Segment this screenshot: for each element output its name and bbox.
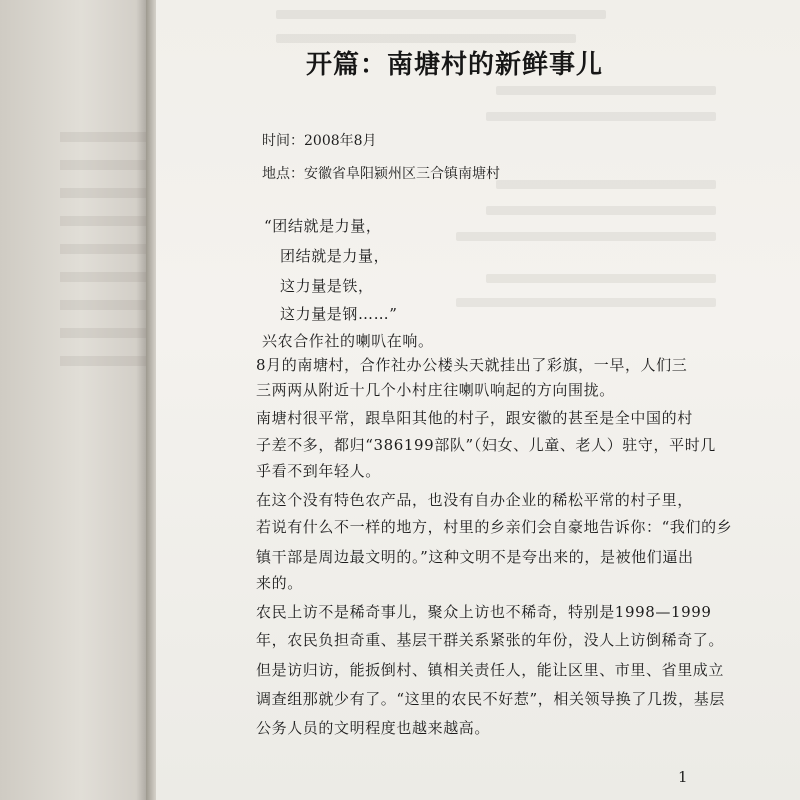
poem-line: 这力量是钢……” (280, 305, 398, 323)
paragraph-line: 农民上访不是稀奇事儿，聚众上访也不稀奇，特别是1998—1999 (256, 603, 712, 621)
bleed-through-text (486, 112, 716, 121)
bleed-through-text (456, 298, 716, 307)
bleed-through-text (60, 272, 148, 282)
right-page (156, 0, 800, 800)
bleed-through-text (496, 180, 716, 189)
paragraph-line: 兴农合作社的喇叭在响。 (262, 332, 434, 350)
poem-line: 团结就是力量， (280, 247, 390, 265)
paragraph-line: 子差不多，都归“386199部队”（妇女、儿童、老人）驻守，平时几 (256, 436, 716, 454)
left-page (0, 0, 148, 800)
bleed-through-text (60, 216, 148, 226)
poem-line: “团结就是力量， (264, 217, 382, 235)
bleed-through-text (60, 160, 148, 170)
page-number: 1 (678, 768, 688, 786)
time-line: 时间：2008年8月 (262, 133, 377, 149)
paragraph-line: 三两两从附近十几个小村庄往喇叭响起的方向围拢。 (256, 381, 615, 399)
bleed-through-text (496, 86, 716, 95)
bleed-through-text (60, 328, 148, 338)
bleed-through-text (60, 244, 148, 254)
bleed-through-text (276, 10, 606, 19)
bleed-through-text (60, 356, 148, 366)
paragraph-line: 在这个没有特色农产品，也没有自办企业的稀松平常的村子里， (256, 491, 693, 509)
bleed-through-text (456, 232, 716, 241)
chapter-title: 开篇：南塘村的新鲜事儿 (306, 50, 604, 80)
paragraph-line: 南塘村很平常，跟阜阳其他的村子，跟安徽的甚至是全中国的村 (256, 409, 693, 427)
bleed-through-text (60, 188, 148, 198)
paragraph-line: 镇干部是周边最文明的。”这种文明不是夸出来的，是被他们逼出 (256, 548, 694, 566)
paragraph-line: 公务人员的文明程度也越来越高。 (256, 719, 491, 737)
paragraph-line: 来的。 (256, 574, 303, 592)
paragraph-line: 调查组那就少有了。“这里的农民不好惹”，相关领导换了几拨，基层 (256, 690, 725, 708)
bleed-through-text (276, 34, 576, 43)
bleed-through-text (60, 300, 148, 310)
poem-line: 这力量是铁， (280, 277, 374, 295)
place-line: 地点：安徽省阜阳颍州区三合镇南塘村 (262, 166, 500, 182)
paragraph-line: 若说有什么不一样的地方，村里的乡亲们会自豪地告诉你：“我们的乡 (256, 518, 733, 536)
paragraph-line: 但是访归访，能扳倒村、镇相关责任人，能让区里、市里、省里成立 (256, 661, 725, 679)
paragraph-line: 年，农民负担奇重、基层干群关系紧张的年份，没人上访倒稀奇了。 (256, 631, 725, 649)
bleed-through-text (486, 274, 716, 283)
bleed-through-text (486, 206, 716, 215)
paragraph-line: 乎看不到年轻人。 (256, 462, 381, 480)
paragraph-line: 8月的南塘村，合作社办公楼头天就挂出了彩旗，一早，人们三 (256, 356, 688, 374)
bleed-through-text (60, 132, 148, 142)
